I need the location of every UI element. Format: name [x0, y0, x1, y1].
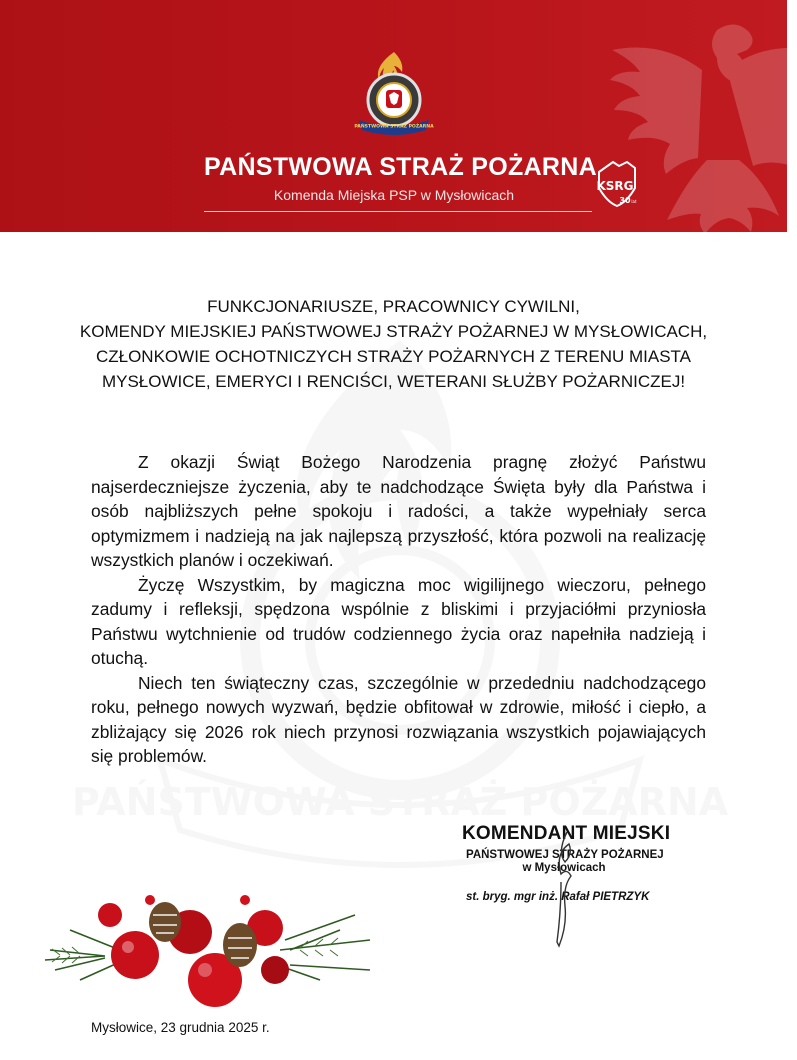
signature-title: KOMENDANT MIEJSKI	[462, 823, 671, 844]
addressee-line: FUNKCJONARIUSZE, PRACOWNICY CYWILNI,	[207, 297, 580, 316]
emblem-ribbon-text: PAŃSTWOWA STRAŻ POŻARNA	[354, 124, 434, 130]
ksrg-logo-icon	[593, 158, 641, 206]
watermark-text: PAŃSTWOWA STRAŻ POŻARNA	[71, 780, 729, 824]
christmas-decoration	[40, 870, 375, 1020]
letter-paragraph: Niech ten świąteczny czas, szczególnie w przededniu nadchodzącego roku, pełnego nowych wyzwań, będzie obfitował w zdrowie, miłość i ciepło, a zbliżający się 2026 rok niech przynosi rozwiązania wszystkich pojawiających się problemów.	[91, 672, 706, 766]
letter-paragraph: Z okazji Świąt Bożego Narodzenia pragnę złożyć Państwu najserdeczniejsze życzenia, aby te nadchodzące Święta były dla Państwa i osób najbliższych pełne spokoju i radości, a także wypełniały serca optymizmem i nadzieją na jak najlepszą przyszłość, która pozwoli na realizację wszystkich planów i oczekiwań.	[91, 452, 706, 570]
ksrg-text: KSRG	[596, 179, 634, 193]
signature-organization: PAŃSTWOWEJ STRAŻY POŻARNEJ	[466, 849, 664, 861]
place-date: Mysłowice, 23 grudnia 2025 r.	[91, 1020, 270, 1035]
signature-scribble	[545, 828, 585, 953]
header-divider	[204, 211, 592, 212]
org-name: PAŃSTWOWA STRAŻ POŻARNA	[204, 153, 597, 181]
org-subtitle: Komenda Miejska PSP w Mysłowicach	[273, 187, 515, 203]
psp-emblem-icon	[355, 50, 433, 140]
ksrg-years: 30	[619, 196, 631, 205]
signature-city: w Mysłowicach	[522, 862, 606, 874]
addressees	[60, 294, 727, 394]
letter-body	[91, 450, 706, 769]
header-banner	[0, 0, 787, 232]
ksrg-years-suffix: lat	[631, 199, 637, 204]
addressee-line: MYSŁOWICE, EMERYCI I RENCIŚCI, WETERANI SŁUŻBY POŻARNICZEJ!	[101, 372, 686, 391]
letter-paragraph: Życzę Wszystkim, by magiczna moc wigilijnego wieczoru, pełnego zadumy i refleksji, spędzona wspólnie z bliskimi i przyjaciółmi przyniosła Państwu wytchnienie od trudów codziennego życia oraz napełniła nadzieją i otuchą.	[91, 574, 706, 668]
addressee-line: CZŁONKOWIE OCHOTNICZYCH STRAŻY POŻARNYCH Z TERENU MIASTA	[95, 347, 692, 366]
addressee-line: KOMENDY MIEJSKIEJ PAŃSTWOWEJ STRAŻY POŻARNEJ W MYSŁOWICACH,	[79, 322, 708, 341]
signature-name: st. bryg. mgr inż. Rafał PIETRZYK	[466, 891, 650, 903]
